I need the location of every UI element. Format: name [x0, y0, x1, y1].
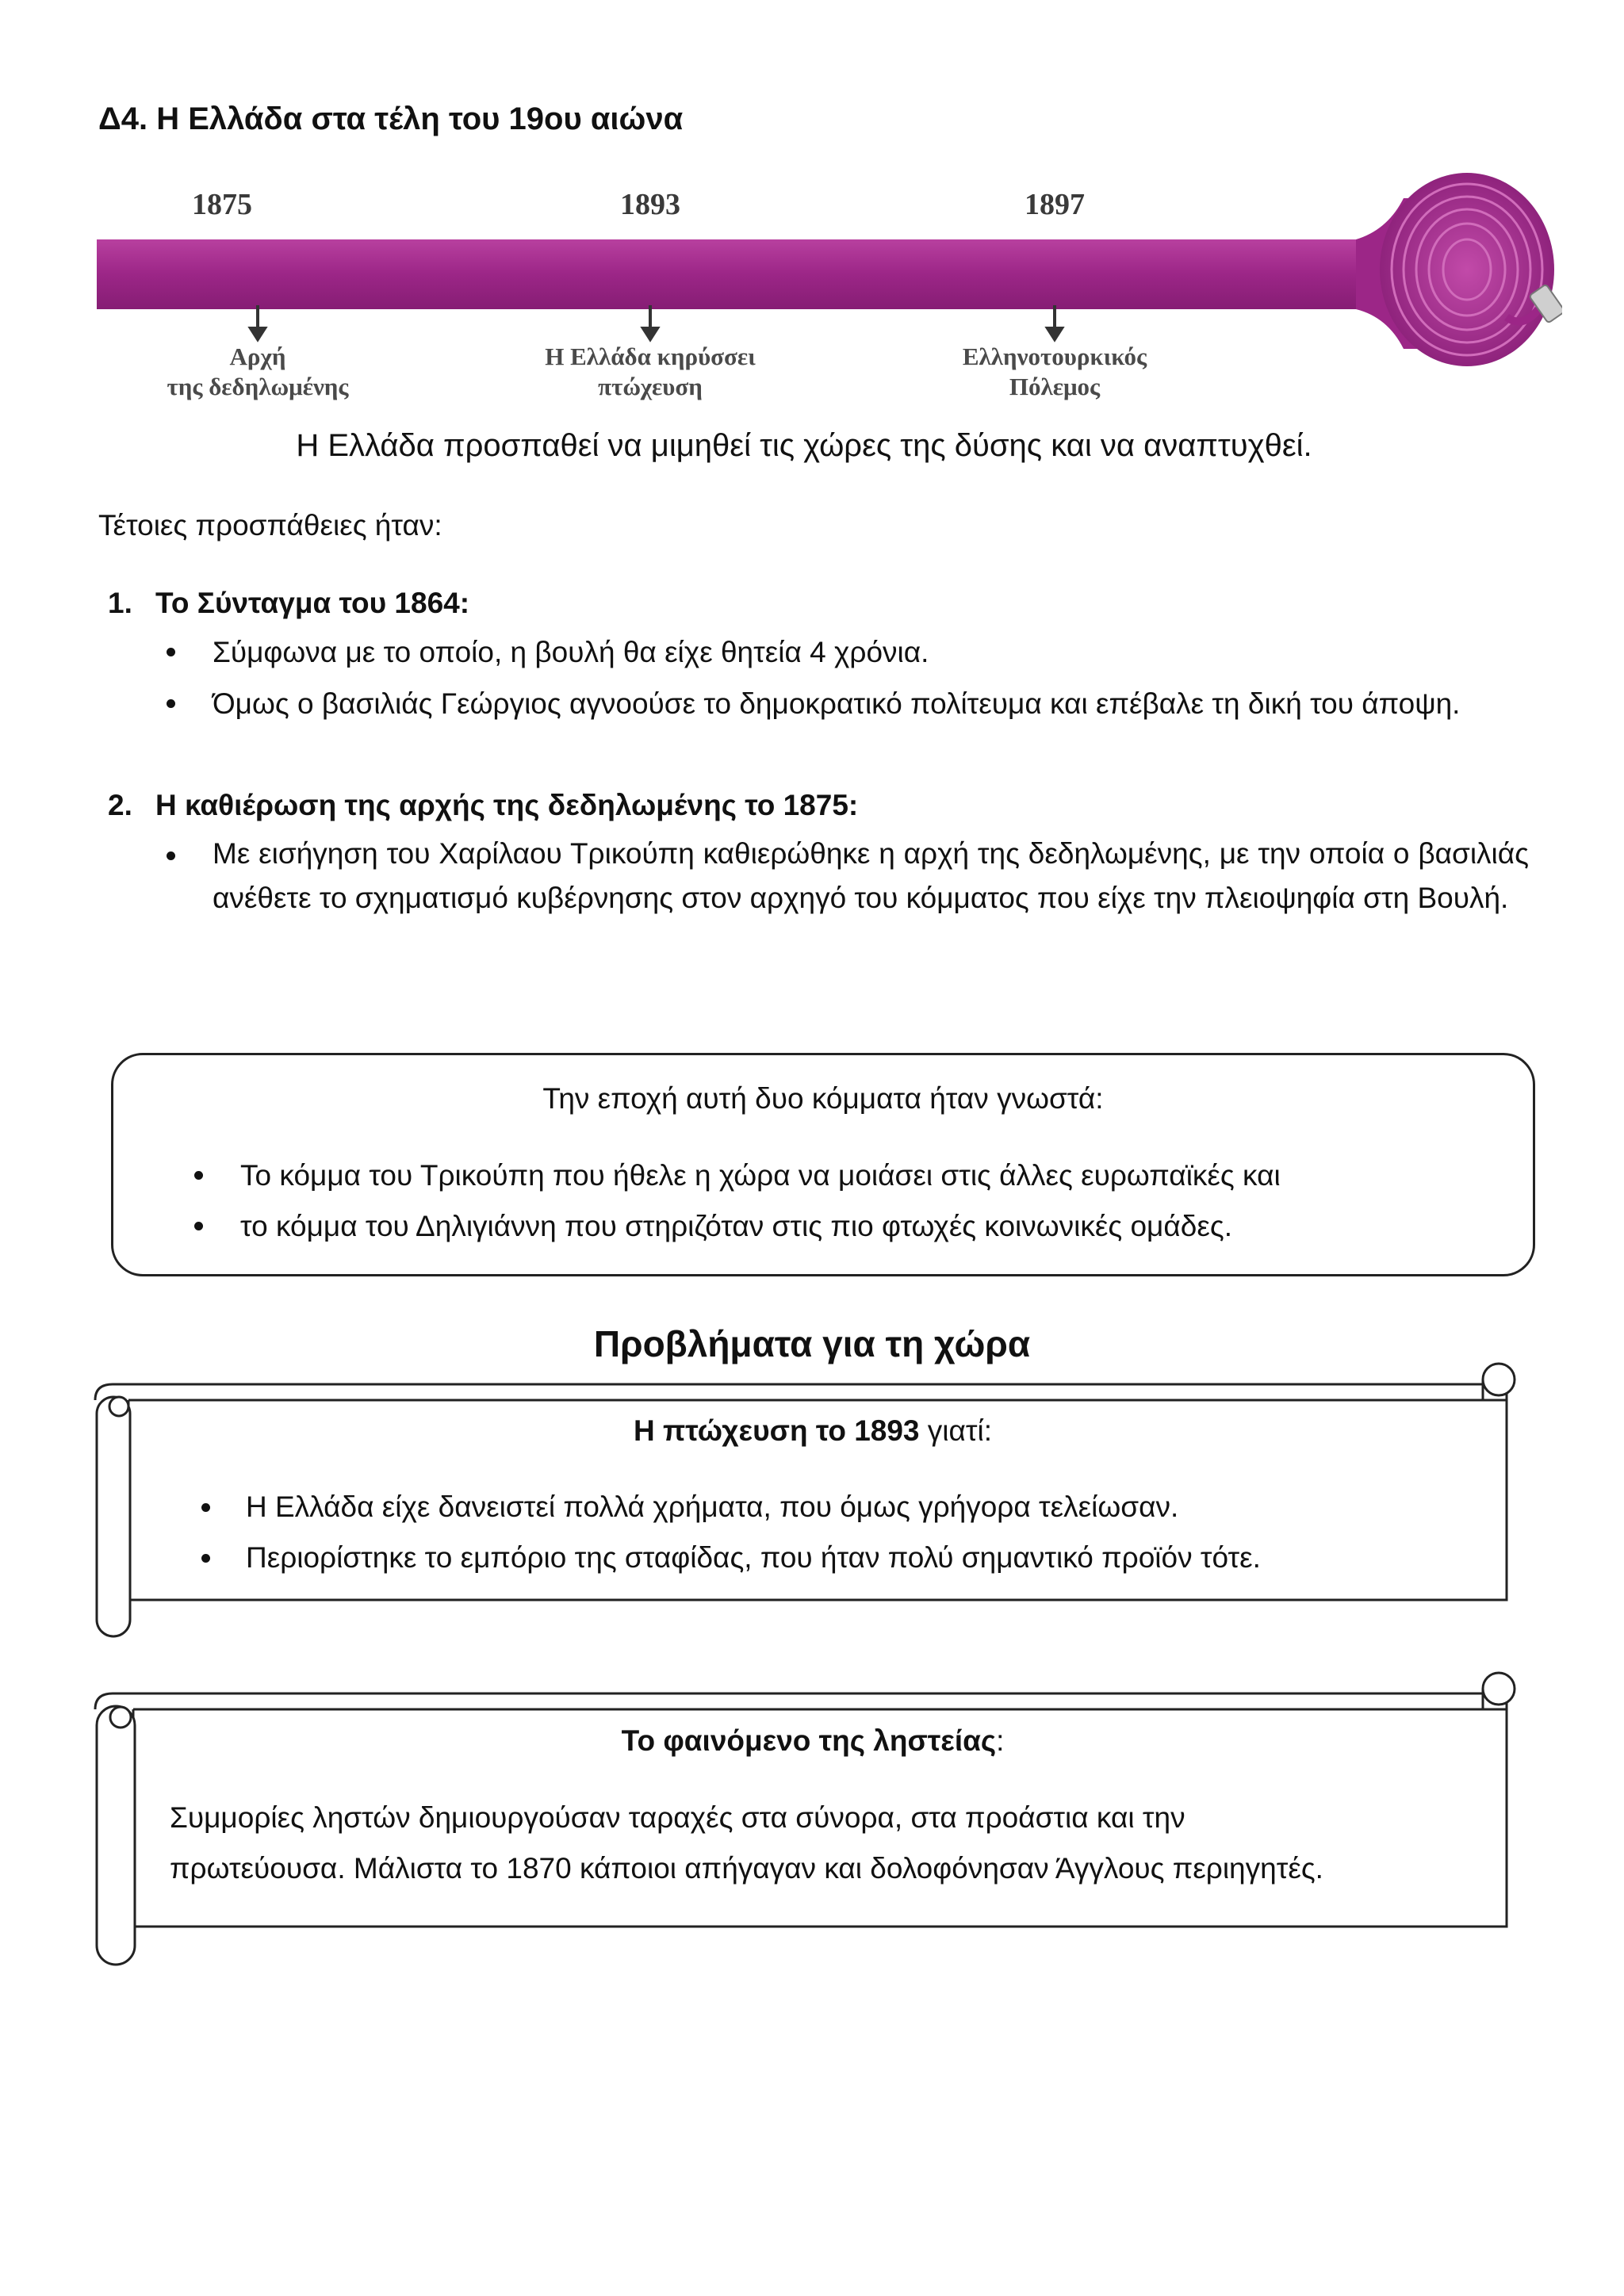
banditry-heading-rest: : [996, 1724, 1005, 1757]
bullet-icon [194, 1222, 203, 1230]
timeline-graphic [87, 151, 1562, 412]
intro-sentence: Η Ελλάδα προσπαθεί να μιμηθεί τις χώρες της δύσης και να αναπτυχθεί. [296, 428, 1312, 463]
bankruptcy-heading [127, 1406, 1499, 1456]
parties-bullet-1: Το κόμμα του Τρικούπη που ήθελε η χώρα να μοιάσει στις άλλες ευρωπαϊκές και [240, 1159, 1281, 1192]
banditry-line-2: πρωτεύουσα. Μάλιστα το 1870 κάποιοι απήγαγαν και δολοφόνησαν Άγγλους περιηγητές. [170, 1852, 1323, 1885]
timeline-ribbon [97, 239, 1381, 309]
item-1-bullet-2: Όμως ο βασιλιάς Γεώργιος αγνοούσε το δημοκρατικό πολίτευμα και επέβαλε τη δική του άποψη. [213, 687, 1461, 720]
timeline-year-1897: 1897 [1025, 188, 1085, 221]
problems-title: Προβλήματα για τη χώρα [593, 1323, 1031, 1364]
bullet-icon [167, 851, 175, 860]
timeline-arrow-1893 [643, 305, 657, 339]
bullet-icon [201, 1554, 210, 1563]
banditry-heading [127, 1716, 1499, 1766]
timeline-roll [1380, 173, 1554, 366]
timeline-caption-1897-line1: Ελληνοτουρκικός [962, 342, 1147, 370]
bankruptcy-bullet-2: Περιορίστηκε το εμπόριο της σταφίδας, που ήταν πολύ σημαντικό προϊόν τότε. [246, 1541, 1261, 1574]
item-2-bullet-1: Με εισήγηση του Χαρίλαου Τρικούπη καθιερώθηκε η αρχή της δεδηλωμένης, με την οποία ο βασιλιάς ανέθετε το σχηματισμό κυβέρνησης στον αρχηγό του κόμματος που είχε την πλειοψηφία στη Βουλή. [213, 837, 1529, 914]
efforts-label: Τέτοιες προσπάθειες ήταν: [98, 509, 442, 541]
banditry-line-1: Συμμορίες ληστών δημιουργούσαν ταραχές στα σύνορα, στα προάστια και την [170, 1801, 1185, 1834]
bullet-icon [201, 1503, 210, 1512]
item-1-heading: Το Σύνταγμα του 1864: [155, 587, 470, 619]
timeline-caption-1875-line1: Αρχή [229, 342, 286, 370]
timeline-caption-1893-line1: Η Ελλάδα κηρύσσει [545, 342, 756, 370]
timeline-arrow-1897 [1048, 305, 1062, 339]
timeline-year-1893: 1893 [620, 188, 680, 221]
bullet-icon [167, 648, 175, 656]
banditry-heading-bold: Το φαινόμενο της ληστείας [621, 1724, 997, 1757]
timeline-caption-1893-line2: πτώχευση [598, 373, 703, 400]
bankruptcy-bullet-1: Η Ελλάδα είχε δανειστεί πολλά χρήματα, που όμως γρήγορα τελείωσαν. [246, 1490, 1179, 1523]
parties-bullet-2: το κόμμα του Δηλιγιάννη που στηριζόταν στις πιο φτωχές κοινωνικές ομάδες. [240, 1210, 1232, 1242]
bankruptcy-heading-bold: Η πτώχευση το 1893 [633, 1414, 920, 1447]
timeline-caption-1875-line2: της δεδηλωμένης [167, 373, 349, 400]
item-1-number: 1. [108, 587, 132, 619]
parties-box-heading: Την εποχή αυτή δυο κόμματα ήταν γνωστά: [542, 1082, 1104, 1115]
item-1-bullet-1: Σύμφωνα με το οποίο, η βουλή θα είχε θητεία 4 χρόνια. [213, 636, 929, 668]
timeline-arrow-1875 [251, 305, 265, 339]
bullet-icon [194, 1171, 203, 1180]
bankruptcy-heading-rest: γιατί: [919, 1414, 993, 1447]
timeline-caption-1897-line2: Πόλεμος [1009, 373, 1101, 400]
bullet-icon [167, 699, 175, 708]
timeline-year-1875: 1875 [192, 188, 252, 221]
item-2-heading: Η καθιέρωση της αρχής της δεδηλωμένης το 1875: [155, 789, 859, 821]
page-title: Δ4. Η Ελλάδα στα τέλη του 19ου αιώνα [98, 101, 684, 136]
item-2-number: 2. [108, 789, 132, 821]
